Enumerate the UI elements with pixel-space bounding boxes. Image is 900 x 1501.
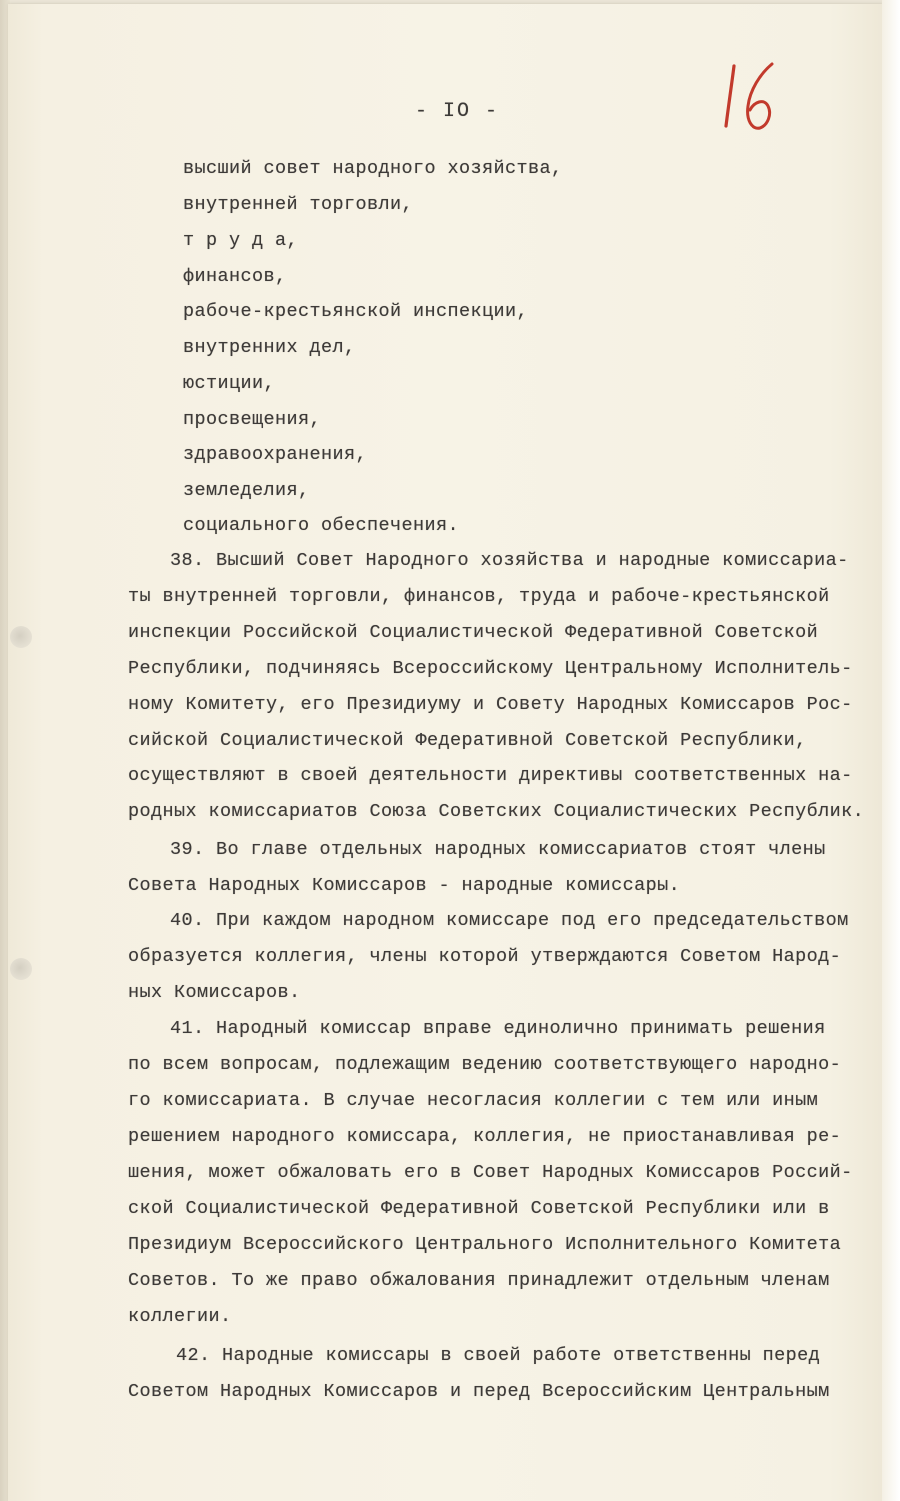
paragraph-41-line: коллегии.: [128, 1306, 232, 1327]
paragraph-41-line: шения, может обжаловать его в Совет Народных Комиссаров Россий-: [128, 1162, 853, 1183]
punch-hole-upper: [10, 626, 32, 648]
paragraph-38-line: родных комиссариатов Союза Советских Социалистических Республик.: [128, 801, 865, 822]
handwritten-folio-number: [720, 62, 790, 134]
paragraph-42-line: Советом Народных Комиссаров и перед Всероссийским Центральным: [128, 1381, 830, 1402]
paragraph-38-line: ты внутренней торговли, финансов, труда и рабоче-крестьянской: [128, 586, 830, 607]
list-item: финансов,: [183, 266, 287, 287]
paragraph-38-line: Республики, подчиняясь Всероссийскому Центральному Исполнитель-: [128, 658, 853, 679]
list-item: рабоче-крестьянской инспекции,: [183, 301, 529, 322]
list-item: просвещения,: [183, 409, 322, 430]
paragraph-41-line: ской Социалистической Федеративной Советской Республики или в: [128, 1198, 830, 1219]
paragraph-40-line: ных Комиссаров.: [128, 982, 301, 1003]
list-item: внутренних дел,: [183, 337, 356, 358]
list-item: здравоохранения,: [183, 444, 368, 465]
paragraph-41-line: го комиссариата. В случае несогласия коллегии с тем или иным: [128, 1090, 819, 1111]
list-item: социального обеспечения.: [183, 515, 460, 536]
paragraph-41-line: Советов. То же право обжалования принадлежит отдельным членам: [128, 1270, 830, 1291]
list-item: внутренней торговли,: [183, 194, 414, 215]
paragraph-38-line: 38. Высший Совет Народного хозяйства и народные комиссариа-: [170, 550, 849, 571]
list-item: высший совет народного хозяйства,: [183, 158, 563, 179]
paragraph-41-line: Президиум Всероссийского Центрального Исполнительного Комитета: [128, 1234, 842, 1255]
paragraph-38-line: сийской Социалистической Федеративной Советской Республики,: [128, 730, 807, 751]
paragraph-40-line: образуется коллегия, члены которой утверждаются Советом Народ-: [128, 946, 842, 967]
paragraph-40-line: 40. При каждом народном комиссаре под его председательством: [170, 910, 849, 931]
scanner-edge: [882, 0, 900, 1501]
paragraph-38-line: осуществляют в своей деятельности директивы соответственных на-: [128, 765, 853, 786]
paragraph-39-line: 39. Во главе отдельных народных комиссариатов стоят члены: [170, 839, 826, 860]
paragraph-38-line: инспекции Российской Социалистической Федеративной Советской: [128, 622, 819, 643]
punch-hole-lower: [10, 958, 32, 980]
paragraph-41-line: по всем вопросам, подлежащим ведению соответствующего народно-: [128, 1054, 842, 1075]
paragraph-38-line: ному Комитету, его Президиуму и Совету Народных Комиссаров Рос-: [128, 694, 853, 715]
list-item: т р у д а,: [183, 230, 299, 251]
paragraph-41-line: решением народного комиссара, коллегия, не приостанавливая ре-: [128, 1126, 842, 1147]
paragraph-39-line: Совета Народных Комиссаров - народные комиссары.: [128, 875, 681, 896]
paragraph-42-line: 42. Народные комиссары в своей работе ответственны перед: [176, 1345, 821, 1366]
list-item: юстиции,: [183, 373, 276, 394]
page-number: - IO -: [415, 100, 500, 123]
paragraph-41-line: 41. Народный комиссар вправе единолично принимать решения: [170, 1018, 826, 1039]
list-item: земледелия,: [183, 480, 310, 501]
